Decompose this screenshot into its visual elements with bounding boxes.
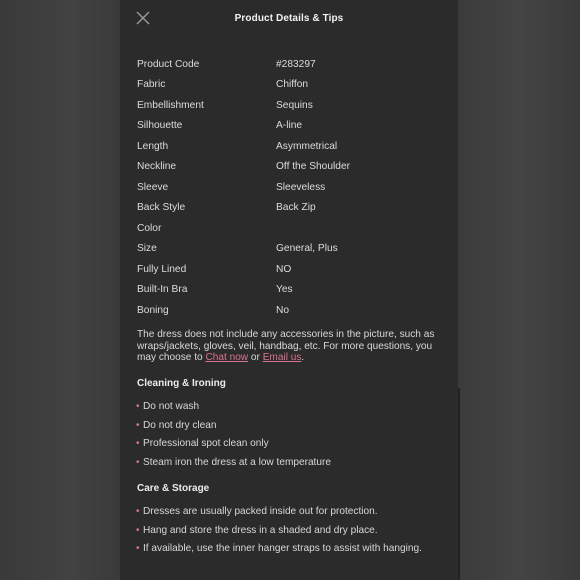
list-item-text: Hang and store the dress in a shaded and dry place.: [143, 524, 378, 536]
spec-label: Fully Lined: [137, 263, 187, 275]
list-item: [136, 521, 452, 540]
spec-row: [137, 177, 447, 198]
spec-row: [137, 280, 447, 301]
list-item: [136, 502, 452, 521]
list-item: [136, 453, 452, 472]
backdrop-left: [0, 0, 120, 580]
list-item: [136, 540, 452, 559]
list-item-text: If available, use the inner hanger straps to assist with hanging.: [143, 543, 422, 555]
spec-label: Color: [137, 222, 162, 234]
spec-row: [137, 218, 447, 239]
list-item: [136, 416, 452, 435]
scrollbar-track[interactable]: [458, 388, 460, 580]
bullet-icon: •: [136, 543, 140, 555]
spec-value: Yes: [276, 284, 293, 296]
spec-value: Back Zip: [276, 202, 316, 214]
spec-label: Length: [137, 140, 169, 152]
spec-value: Sequins: [276, 99, 313, 111]
bullet-icon: •: [136, 505, 140, 517]
list-item-text: Do not dry clean: [143, 419, 217, 431]
care-section-title: Care & Storage: [137, 483, 210, 494]
cleaning-section-title: Cleaning & Ironing: [137, 378, 226, 389]
spec-table: [137, 54, 447, 321]
spec-value: Chiffon: [276, 79, 309, 91]
list-item-text: Dresses are usually packed inside out for protection.: [143, 505, 378, 517]
bullet-icon: •: [136, 400, 140, 412]
bullet-icon: •: [136, 419, 140, 431]
bullet-icon: •: [136, 438, 140, 450]
spec-row: [137, 75, 447, 96]
spec-value: A-line: [276, 120, 303, 132]
dialog-title: Product Details & Tips: [234, 13, 344, 24]
spec-row: [137, 116, 447, 137]
product-details-dialog: [120, 0, 458, 580]
list-item-text: Steam iron the dress at a low temperature: [143, 457, 331, 469]
email-us-link[interactable]: Email us: [262, 352, 302, 364]
list-item-text: Do not wash: [143, 400, 200, 412]
spec-label: Boning: [137, 304, 169, 316]
spec-label: Size: [137, 243, 157, 255]
spec-value: Sleeveless: [276, 181, 326, 193]
notice-text: The dress does not include any accessories in the picture, such as wraps/jackets, gloves, veil, handbag, etc. For more questions, you may choose to: [137, 329, 435, 364]
spec-value: NO: [276, 263, 292, 275]
chat-now-link[interactable]: Chat now: [205, 352, 249, 364]
care-list: [136, 502, 452, 558]
spec-row: [137, 54, 447, 75]
notice-text-middle: or: [248, 352, 263, 364]
spec-value: Off the Shoulder: [276, 161, 351, 173]
spec-label: Built-In Bra: [137, 284, 188, 296]
bullet-icon: •: [136, 457, 140, 469]
spec-row: [137, 136, 447, 157]
spec-row: [137, 95, 447, 116]
backdrop-right: [458, 0, 580, 580]
cleaning-list: [136, 397, 452, 472]
spec-value: Asymmetrical: [276, 140, 338, 152]
spec-label: Neckline: [137, 161, 177, 173]
spec-row: [137, 239, 447, 260]
spec-label: Embellishment: [137, 99, 204, 111]
notice-text-end: .: [301, 352, 305, 364]
spec-label: Fabric: [137, 79, 166, 91]
spec-label: Product Code: [137, 58, 200, 70]
list-item-text: Professional spot clean only: [143, 438, 269, 450]
spec-value: No: [276, 304, 290, 316]
spec-row: [137, 300, 447, 321]
spec-row: [137, 157, 447, 178]
spec-value: General, Plus: [276, 243, 338, 255]
spec-label: Back Style: [137, 202, 186, 214]
spec-label: Silhouette: [137, 120, 183, 132]
spec-value: #283297: [276, 58, 316, 70]
spec-label: Sleeve: [137, 181, 169, 193]
spec-row: [137, 198, 447, 219]
list-item: [136, 397, 452, 416]
spec-row: [137, 259, 447, 280]
list-item: [136, 435, 452, 454]
accessories-notice: [137, 329, 451, 364]
bullet-icon: •: [136, 524, 140, 536]
